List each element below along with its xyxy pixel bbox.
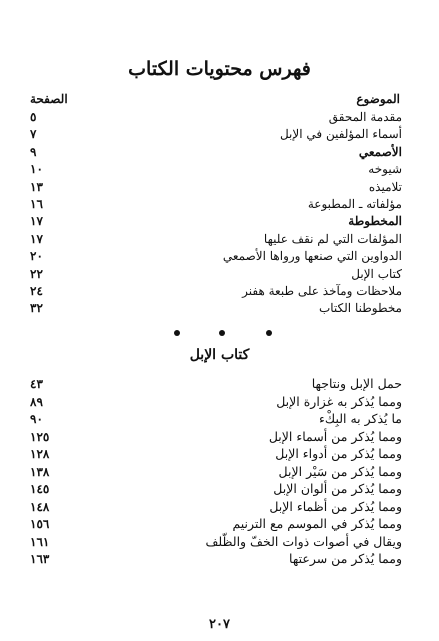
section-entry-text: ومما يُذكر من سرعتها — [289, 551, 402, 566]
toc-row — [30, 180, 402, 197]
toc-entry-page: ٩ — [30, 144, 37, 159]
toc-entry-text: كتاب الإبل — [351, 266, 402, 281]
toc-row — [30, 267, 402, 284]
section-entry-page: ١٤٥ — [30, 482, 50, 496]
section-entry-text: ومما يُذكر به غزارة الإبل — [276, 393, 402, 409]
section-row — [30, 551, 402, 569]
toc-entry-page: ١٧ — [30, 231, 43, 246]
section-entry-page: ٤٣ — [30, 377, 43, 391]
toc-entry-page: ٣٢ — [30, 301, 43, 316]
toc-entry-text: الأصمعي — [358, 144, 402, 159]
toc-entry-page: ٢٤ — [30, 283, 43, 298]
section-entry-page: ١٣٨ — [30, 464, 50, 479]
toc-entry-text: مؤلفاته ـ المطبوعة — [307, 196, 402, 211]
section-entry-page: ١٤٨ — [30, 499, 50, 514]
page-number: ٢٠٧ — [209, 617, 230, 632]
divider-dot — [266, 330, 272, 336]
section-row — [30, 429, 402, 447]
toc-row — [30, 284, 402, 301]
toc-entry-page: ١٣ — [30, 179, 43, 194]
toc-entry-page: ٢٠ — [30, 249, 43, 264]
toc-entry-page: ٧ — [30, 127, 37, 142]
section-entry-text: ومما يُذكر من أدواء الإبل — [275, 446, 402, 461]
section-entry-page: ١٥٦ — [30, 517, 50, 531]
toc-entry-page: ٢٢ — [30, 266, 43, 281]
toc-entry-text: تلاميذه — [368, 179, 402, 194]
toc-row — [30, 162, 402, 179]
section-row — [30, 516, 402, 534]
section-row — [30, 464, 402, 482]
section-row — [30, 481, 402, 499]
toc-row — [30, 110, 402, 127]
toc-row — [30, 214, 402, 231]
section-entry-page: ٩٠ — [30, 412, 43, 426]
toc-entry-text: مخطوطنا الكتاب — [318, 301, 402, 316]
toc-entry-page: ١٠ — [30, 162, 43, 177]
section-entry-text: ومما يُذكر من أسماء الإبل — [268, 428, 402, 444]
section-entry-text: ومما يُذكر في الموسم مع الترنيم — [232, 516, 402, 531]
section-row — [30, 394, 402, 412]
section-list — [30, 376, 402, 569]
toc-entry-text: أسماء المؤلفين في الإبل — [279, 127, 402, 142]
toc-row — [30, 249, 402, 266]
section-entry-text: ما يُذكر به البِكْء — [319, 411, 402, 426]
section-title: كتاب الإبل — [189, 347, 250, 363]
toc-row — [30, 145, 402, 162]
toc-entry-page: ١٦ — [30, 196, 43, 211]
section-entry-page: ١٢٨ — [30, 447, 50, 461]
section-row — [30, 534, 402, 552]
toc-entry-text: المخطوطة — [348, 214, 402, 229]
toc-row — [30, 127, 402, 144]
toc-row — [30, 197, 402, 214]
section-divider — [0, 330, 439, 340]
section-row — [30, 411, 402, 429]
toc-row — [30, 301, 402, 318]
section-entry-page: ١٦٣ — [30, 552, 50, 566]
section-row — [30, 376, 402, 394]
section-entry-page: ١٦١ — [30, 534, 50, 549]
toc-entry-text: ملاحظات ومآخذ على طبعة هفنر — [242, 283, 402, 298]
toc-entry-page: ٥ — [30, 110, 37, 124]
topic-column-header: الموضوع — [356, 92, 400, 106]
section-entry-text: ومما يُذكر من أظماء الإبل — [269, 498, 402, 514]
toc-entry-text: المؤلفات التي لم نقف عليها — [263, 231, 402, 246]
page-title: فهرس محتويات الكتاب — [128, 58, 311, 80]
section-entry-text: حمل الإبل ونتاجها — [311, 376, 402, 391]
toc-entry-text: الدواوين التي صنعها ورواها الأصمعي — [222, 249, 402, 264]
toc-row — [30, 232, 402, 249]
column-headers — [30, 92, 400, 106]
section-entry-page: ٨٩ — [30, 394, 43, 409]
divider-dot — [219, 330, 225, 336]
section-row — [30, 499, 402, 517]
section-entry-text: ويقال في أصوات ذوات الخفّ والظّلف — [205, 533, 402, 549]
toc-entry-text: مقدمة المحقق — [328, 110, 402, 124]
toc-entry-page: ١٧ — [30, 214, 43, 229]
section-entry-page: ١٢٥ — [30, 429, 50, 444]
toc-entry-text: شيوخه — [368, 162, 402, 177]
section-entry-text: ومما يُذكر من ألوان الإبل — [273, 481, 402, 496]
section-entry-text: ومما يُذكر من سَيْر الإبل — [278, 463, 402, 479]
divider-dot — [174, 330, 180, 336]
page-column-header: الصفحة — [30, 92, 68, 106]
section-row — [30, 446, 402, 464]
toc-list — [30, 110, 402, 319]
